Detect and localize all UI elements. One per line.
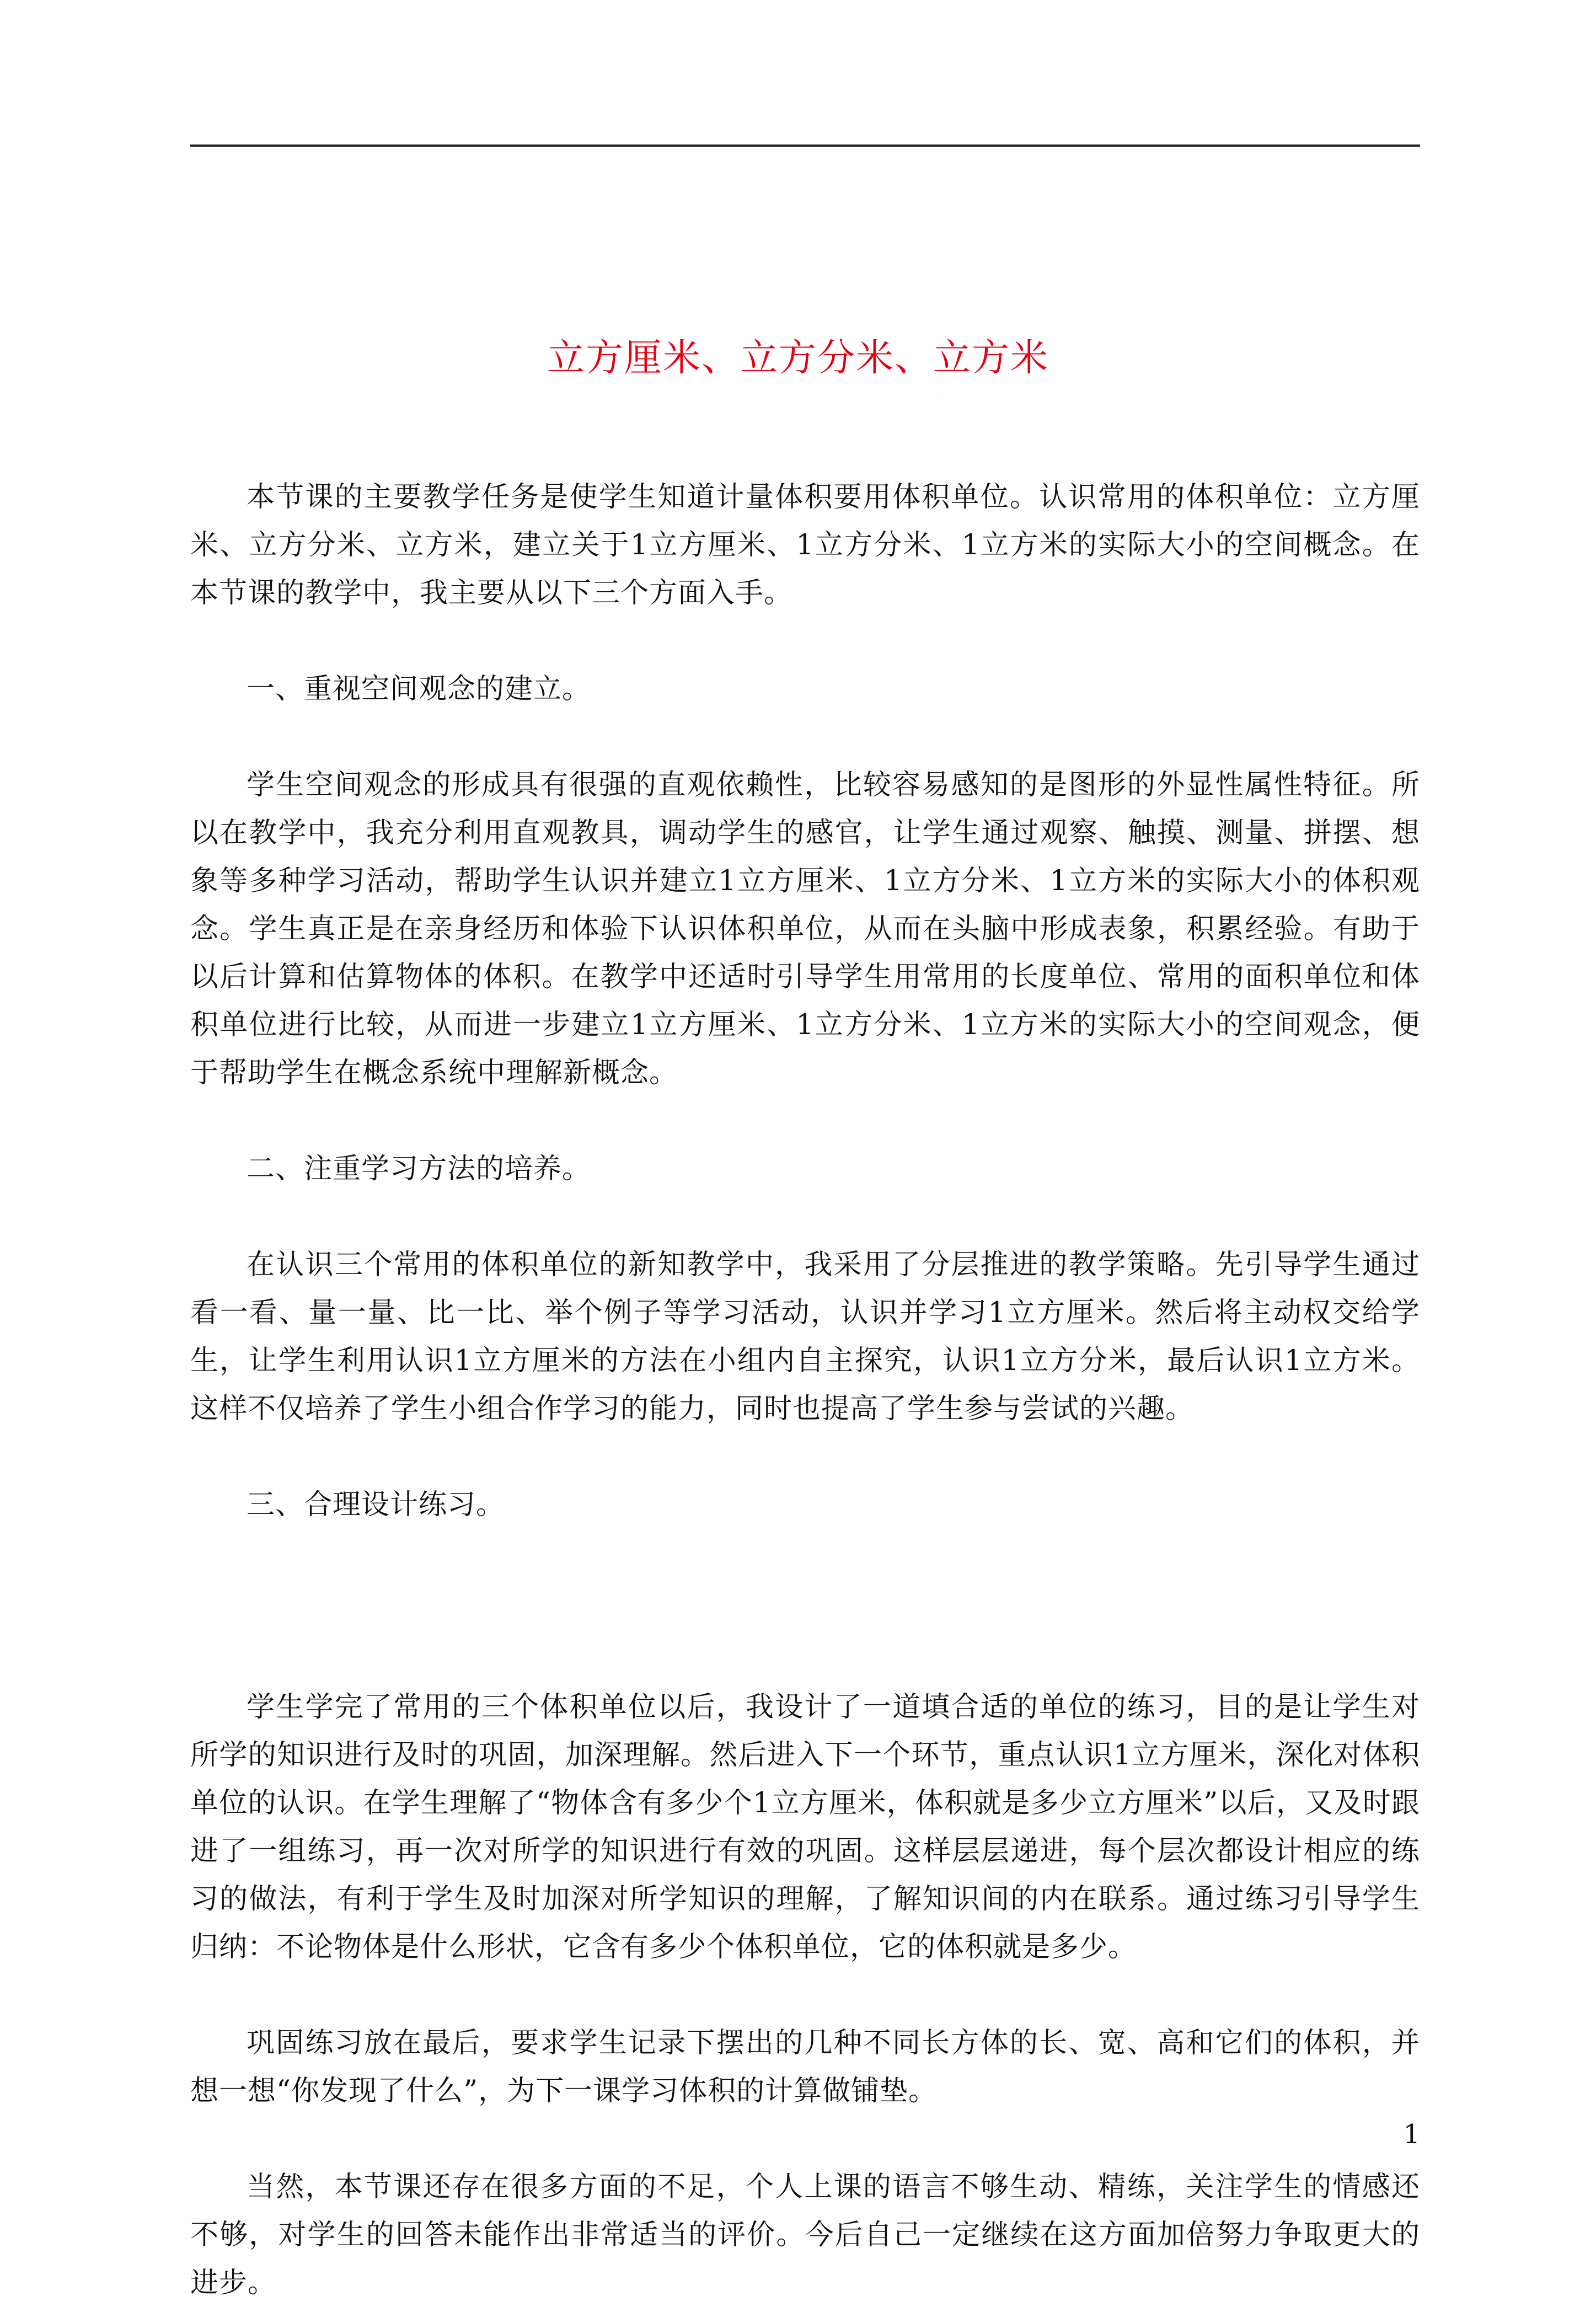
intro-paragraph: 本节课的主要教学任务是使学生知道计量体积要用体积单位。认识常用的体积单位：立方厘米、立方分米、立方米，建立关于1立方厘米、1立方分米、1立方米的实际大小的空间概念。在本节课的教学中，我主要从以下三个方面入手。 bbox=[190, 481, 1420, 609]
section-heading-3: 三、合理设计练习。 bbox=[247, 1489, 505, 1521]
section-body-3: 学生学完了常用的三个体积单位以后，我设计了一道填合适的单位的练习，目的是让学生对所学的知识进行及时的巩固，加深理解。然后进入下一个环节，重点认识1立方厘米，深化对体积单位的认识。在学生理解了“物体含有多少个1立方厘米，体积就是多少立方厘米”以后，又及时跟进了一组练习，再一次对所学的知识进行有效的巩固。这样层层递进，每个层次都设计相应的练习的做法，有利于学生及时加深对所学知识的理解，了解知识间的内在联系。通过练习引导学生归纳：不论物体是什么形状，它含有多少个体积单位，它的体积就是多少。 bbox=[190, 1691, 1420, 1963]
document-title: 立方厘米、立方分米、立方米 bbox=[547, 336, 1049, 380]
section-heading-1: 一、重视空间观念的建立。 bbox=[247, 673, 591, 705]
section-body-2: 在认识三个常用的体积单位的新知教学中，我采用了分层推进的教学策略。先引导学生通过看一看、量一量、比一比、举个例子等学习活动，认识并学习1立方厘米。然后将主动权交给学生，让学生利用认识1立方厘米的方法在小组内自主探究，认识1立方分米，最后认识1立方米。这样不仅培养了学生小组合作学习的能力，同时也提高了学生参与尝试的兴趣。 bbox=[190, 1249, 1420, 1425]
consolidation-paragraph: 巩固练习放在最后，要求学生记录下摆出的几种不同长方体的长、宽、高和它们的体积，并想一想“你发现了什么”，为下一课学习体积的计算做铺垫。 bbox=[190, 2027, 1420, 2107]
section-heading-2: 二、注重学习方法的培养。 bbox=[247, 1153, 591, 1185]
document-body bbox=[190, 473, 1420, 2307]
section-body-1: 学生空间观念的形成具有很强的直观依赖性，比较容易感知的是图形的外显性属性特征。所以在教学中，我充分利用直观教具，调动学生的感官，让学生通过观察、触摸、测量、拼摆、想象等多种学习活动，帮助学生认识并建立1立方厘米、1立方分米、1立方米的实际大小的体积观念。学生真正是在亲身经历和体验下认识体积单位，从而在头脑中形成表象，积累经验。有助于以后计算和估算物体的体积。在教学中还适时引导学生用常用的长度单位、常用的面积单位和体积单位进行比较，从而进一步建立1立方厘米、1立方分米、1立方米的实际大小的空间观念，便于帮助学生在概念系统中理解新概念。 bbox=[190, 769, 1420, 1089]
header-rule bbox=[190, 144, 1420, 147]
page-number: 1 bbox=[1403, 2119, 1420, 2150]
reflection-paragraph: 当然，本节课还存在很多方面的不足，个人上课的语言不够生动、精练，关注学生的情感还不够，对学生的回答未能作出非常适当的评价。今后自己一定继续在这方面加倍努力争取更大的进步。 bbox=[190, 2171, 1420, 2299]
